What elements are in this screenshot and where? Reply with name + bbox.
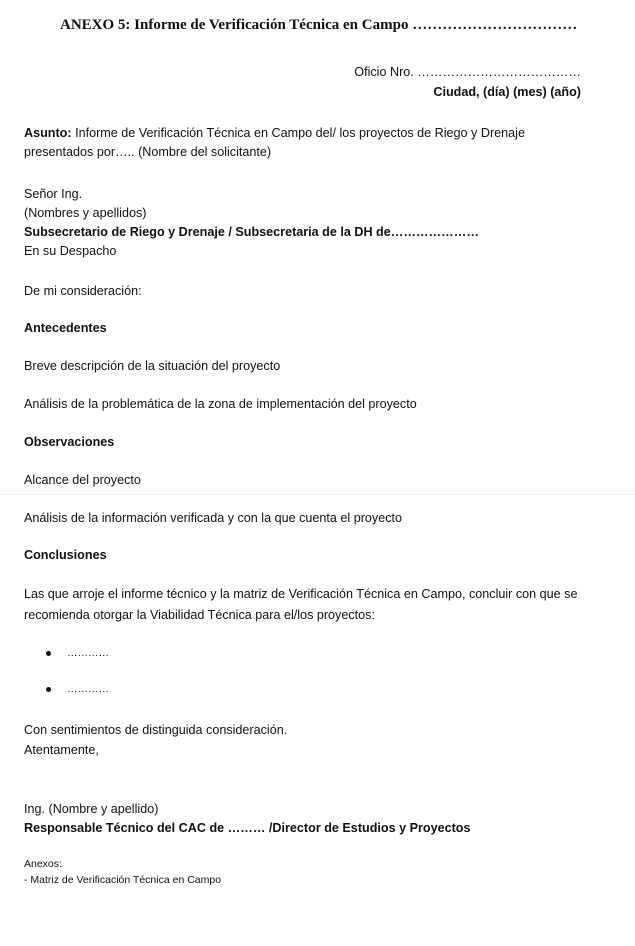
antecedentes-paragraph-2: Análisis de la problemática de la zona de implementación del proyecto [24,397,417,411]
asunto-text: Informe de Verificación Técnica en Campo del/ los proyectos de Riego y Drenaje [71,126,525,140]
scan-artifact-line [0,494,635,495]
bullet-icon [46,651,51,656]
city-date: Ciudad, (día) (mes) (año) [433,85,581,99]
conclusiones-line-1: Las que arroje el informe técnico y la matriz de Verificación Técnica en Campo, concluir con que se [24,587,578,601]
signature-position: Responsable Técnico del CAC de ……… /Director de Estudios y Proyectos [24,821,471,835]
conclusiones-line-2: recomienda otorgar la Viabilidad Técnica para el/los proyectos: [24,608,375,622]
list-item-text: ………… [67,683,109,695]
list-item [46,682,109,697]
closing-line-2: Atentamente, [24,743,99,757]
recipient-position: Subsecretario de Riego y Drenaje / Subsecretaria de la DH de………………… [24,225,479,239]
recipient-name: (Nombres y apellidos) [24,206,147,220]
oficio-number: Oficio Nro. ………………………………… [354,65,581,79]
list-item [46,646,109,661]
document-title: ANEXO 5: Informe de Verificación Técnica en Campo …………………………… [60,17,578,33]
asunto-line-2: presentados por….. (Nombre del solicitante) [24,145,272,159]
antecedentes-paragraph-1: Breve descripción de la situación del proyecto [24,359,281,373]
asunto-label: Asunto: [24,126,72,140]
bullet-icon [46,687,51,692]
observaciones-paragraph-2: Análisis de la información verificada y con la que cuenta el proyecto [24,511,403,525]
greeting: De mi consideración: [24,284,142,298]
observaciones-paragraph-1: Alcance del proyecto [24,473,141,487]
recipient-title: Señor Ing. [24,187,83,201]
anexos-label: Anexos: [24,858,62,870]
closing-line-1: Con sentimientos de distinguida consideración. [24,723,288,737]
anexos-item: - Matriz de Verificación Técnica en Campo [24,874,222,886]
signature-name: Ing. (Nombre y apellido) [24,802,159,816]
asunto-line-1 [24,124,525,143]
observaciones-heading: Observaciones [24,435,115,449]
list-item-text: ………… [67,647,109,659]
recipient-office: En su Despacho [24,244,117,258]
conclusiones-heading: Conclusiones [24,548,107,562]
antecedentes-heading: Antecedentes [24,321,107,335]
